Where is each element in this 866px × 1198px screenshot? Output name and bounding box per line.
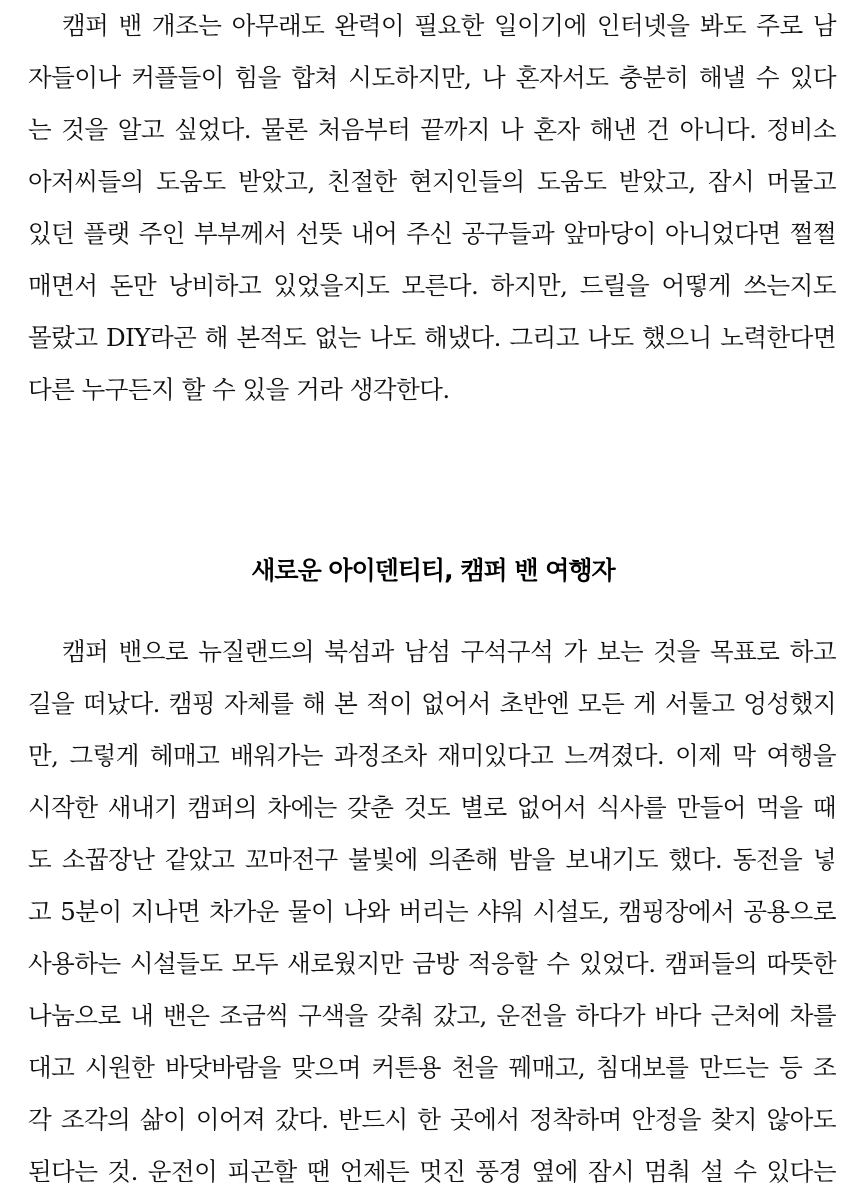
paragraph-line: 몰랐고 DIY라곤 해 본적도 없는 나도 해냈다. 그리고 나도 했으니 노력한다면 — [28, 323, 836, 352]
paragraph-line: 자들이나 커플들이 힘을 합쳐 시도하지만, 나 혼자서도 충분히 해낼 수 있다 — [28, 63, 836, 92]
paragraph-line: 는 것을 알고 싶었다. 물론 처음부터 끝까지 나 혼자 해낸 건 아니다. 정비소 — [28, 115, 836, 144]
paragraph-line: 된다는 것. 운전이 피곤할 땐 언제든 멋진 풍경 옆에 잠시 멈춰 설 수 있다는 — [28, 1157, 836, 1186]
paragraph-line: 아저씨들의 도움도 받았고, 친절한 현지인들의 도움도 받았고, 잠시 머물고 — [28, 167, 836, 196]
paragraph-line: 고 5분이 지나면 차가운 물이 나와 버리는 샤워 시설도, 캠핑장에서 공용으로 — [28, 897, 836, 926]
paragraph-line: 매면서 돈만 낭비하고 있었을지도 모른다. 하지만, 드릴을 어떻게 쓰는지도 — [28, 271, 836, 300]
paragraph-line: 도 소꿉장난 같았고 꼬마전구 불빛에 의존해 밤을 보내기도 했다. 동전을 넣 — [28, 845, 836, 874]
body-paragraph-2 — [28, 626, 836, 1198]
paragraph-line: 대고 시원한 바닷바람을 맞으며 커튼용 천을 꿰매고, 침대보를 만드는 등 조 — [28, 1053, 836, 1082]
paragraph-line: 시작한 새내기 캠퍼의 차에는 갖춘 것도 별로 없어서 식사를 만들어 먹을 때 — [28, 793, 836, 822]
body-paragraph-1 — [28, 0, 836, 416]
paragraph-line: 나눔으로 내 밴은 조금씩 구색을 갖춰 갔고, 운전을 하다가 바다 근처에 차를 — [28, 1001, 836, 1030]
paragraph-line: 있던 플랫 주인 부부께서 선뜻 내어 주신 공구들과 앞마당이 아니었다면 쩔쩔 — [28, 219, 836, 248]
paragraph-line: 길을 떠났다. 캠핑 자체를 해 본 적이 없어서 초반엔 모든 게 서툴고 엉성했지 — [28, 689, 836, 718]
paragraph-line: 각 조각의 삶이 이어져 갔다. 반드시 한 곳에서 정착하며 안정을 찾지 않아도 — [28, 1105, 836, 1134]
section-heading: 새로운 아이덴티티, 캠퍼 밴 여행자 — [251, 556, 615, 585]
paragraph-line: 다른 누구든지 할 수 있을 거라 생각한다. — [28, 375, 450, 404]
paragraph-line: 사용하는 시설들도 모두 새로웠지만 금방 적응할 수 있었다. 캠퍼들의 따뜻한 — [28, 949, 836, 978]
paragraph-line: 만, 그렇게 헤매고 배워가는 과정조차 재미있다고 느껴졌다. 이제 막 여행을 — [28, 741, 836, 770]
paragraph-line: 캠퍼 밴으로 뉴질랜드의 북섬과 남섬 구석구석 가 보는 것을 목표로 하고 — [62, 637, 836, 666]
paragraph-line: 캠퍼 밴 개조는 아무래도 완력이 필요한 일이기에 인터넷을 봐도 주로 남 — [62, 11, 836, 40]
